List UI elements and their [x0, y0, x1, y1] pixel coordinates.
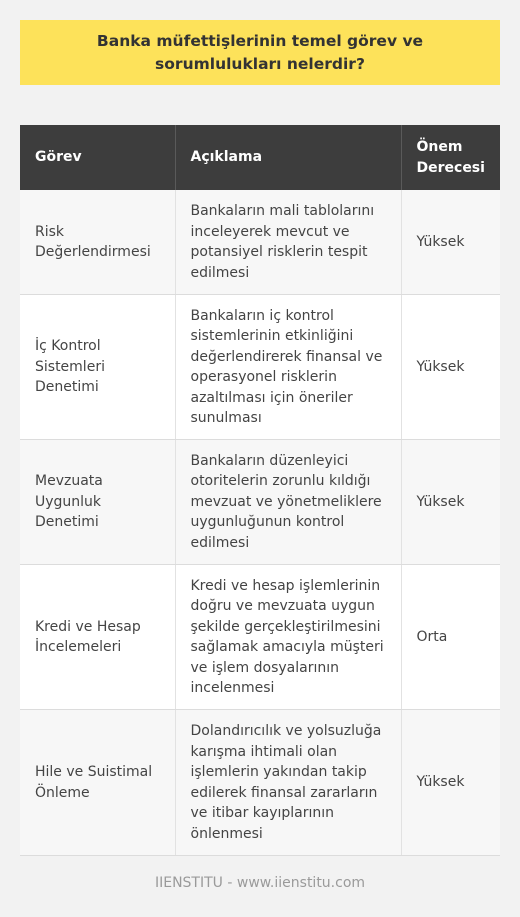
- table-row: [20, 295, 500, 440]
- importance-cell: Yüksek: [401, 440, 500, 565]
- importance-cell: Yüksek: [401, 295, 500, 440]
- description-cell: Bankaların mali tablolarını inceleyerek mevcut ve potansiyel risklerin tespit edilmesi: [175, 190, 401, 295]
- page-title: Banka müfettişlerinin temel görev ve sorumlulukları nelerdir?: [20, 20, 500, 85]
- duty-cell: Risk Değerlendirmesi: [20, 190, 175, 295]
- importance-cell: Orta: [401, 565, 500, 710]
- duty-cell: İç Kontrol Sistemleri Denetimi: [20, 295, 175, 440]
- table-header-row: [20, 125, 500, 190]
- column-header-aciklama: Açıklama: [175, 125, 401, 190]
- table-row: [20, 565, 500, 710]
- description-cell: Kredi ve hesap işlemlerinin doğru ve mevzuata uygun şekilde gerçekleştirilmesini sağlamak amacıyla müşteri ve işlem dosyalarının incelenmesi: [175, 565, 401, 710]
- importance-cell: Yüksek: [401, 190, 500, 295]
- table-row: [20, 710, 500, 856]
- table-row: [20, 190, 500, 295]
- description-cell: Bankaların düzenleyici otoritelerin zorunlu kıldığı mevzuat ve yönetmeliklere uygunluğunun kontrol edilmesi: [175, 440, 401, 565]
- duty-cell: Mevzuata Uygunluk Denetimi: [20, 440, 175, 565]
- description-cell: Dolandırıcılık ve yolsuzluğa karışma ihtimali olan işlemlerin yakından takip edilerek finansal zararların ve itibar kayıplarının önlenmesi: [175, 710, 401, 856]
- column-header-onem-derecesi: Önem Derecesi: [401, 125, 500, 190]
- duty-cell: Kredi ve Hesap İncelemeleri: [20, 565, 175, 710]
- importance-cell: Yüksek: [401, 710, 500, 856]
- description-cell: Bankaların iç kontrol sistemlerinin etkinliğini değerlendirerek finansal ve operasyonel risklerin azaltılması için öneriler sunulması: [175, 295, 401, 440]
- column-header-gorev: Görev: [20, 125, 175, 190]
- footer-credit: IIENSTITU - www.iienstitu.com: [154, 875, 366, 891]
- table-row: [20, 440, 500, 565]
- duty-cell: Hile ve Suistimal Önleme: [20, 710, 175, 856]
- duties-table: [20, 125, 500, 856]
